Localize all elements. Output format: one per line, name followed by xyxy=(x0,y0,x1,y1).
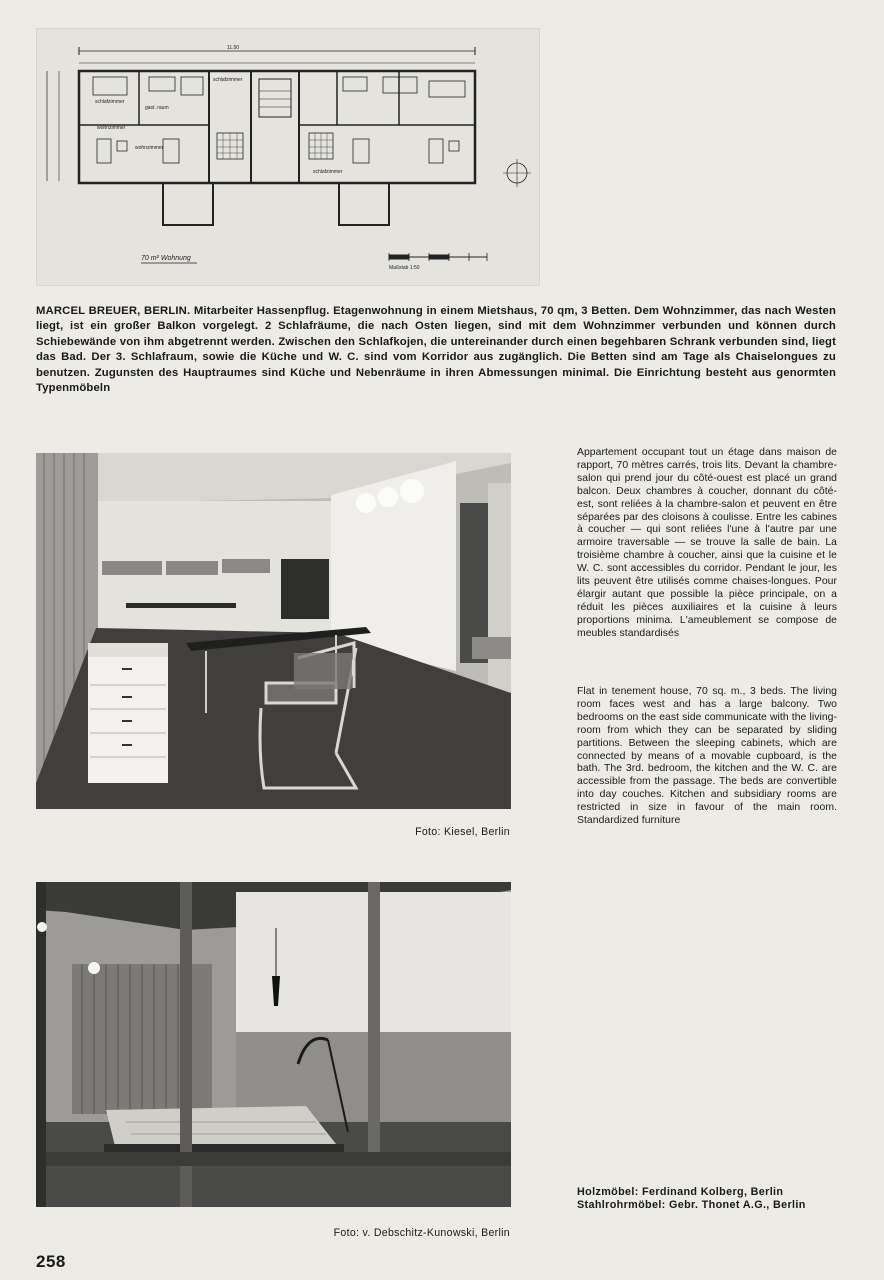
supplier-wood: Holzmöbel: Ferdinand Kolberg, Berlin xyxy=(577,1186,784,1198)
plan-scale-label: Maßstab 1:50 xyxy=(389,265,420,271)
plan-room-label: wohnzimmer xyxy=(135,145,164,151)
caption-lead: MARCEL BREUER, BERLIN. xyxy=(36,305,191,317)
plan-title-label: 70 m² Wohnung xyxy=(141,255,191,262)
photo-bedroom xyxy=(36,882,511,1207)
floor-plan-drawing xyxy=(36,28,540,286)
plan-dimension-top: 11.50 xyxy=(226,45,240,51)
photo1-credit: Foto: Kiesel, Berlin xyxy=(415,826,510,838)
suppliers-block xyxy=(577,1186,837,1212)
supplier-steel: Stahlrohrmöbel: Gebr. Thonet A.G., Berlin xyxy=(577,1199,806,1212)
caption-german xyxy=(36,304,836,396)
plan-room-label: gast. raum xyxy=(145,105,169,111)
text-english: Flat in tenement house, 70 sq. m., 3 beds. The living room faces west and has a large balcony. Two bedrooms on the east side communicate with the living-room from which they can be separated by sliding partitions. Between the sleeping cabinets, which are connected by means of a movable cupboard, is the bath. The 3rd. bedroom, the kitchen and the W. C. are accessible from the passage. The beds are convertible into day couches. Kitchen and subsidiary rooms are restricted in size in favour of the main room. Standardized furniture xyxy=(577,686,837,827)
text-french: Appartement occupant tout un étage dans maison de rapport, 70 mètres carrés, trois lits. Devant la chambre-salon qui prend jour du côté-ouest est placé un grand balcon. Deux chambres à coucher, donnant du côté-est, sont reliées à la chambre-salon et peuvent en être séparées par des cloisons à coulisse. Entre les cabines à coucher — qui sont reliées l'une à l'autre par une armoire traversable — se trouve la salle de bain. La troisième chambre à coucher, ainsi que la cuisine et le W. C. sont accessibles du corridor. Pendant le jour, les lits peuvent être utilisés comme chaises-longues. Pour élargir autant que possible la pièce principale, on a réduit les pièces auxiliaires et la cuisine à leurs proportions minima. L'ameublement se compose de meubles standardisés xyxy=(577,447,837,639)
plan-room-label: schlafzimmer xyxy=(95,99,125,105)
plan-room-label: schlafzimmer xyxy=(313,169,343,175)
photo-living-room xyxy=(36,453,511,809)
floor-plan-svg xyxy=(37,29,539,285)
plan-room-label: schlafzimmer xyxy=(213,77,243,83)
plan-room-label: wohnzimmer xyxy=(97,125,126,131)
photo2-credit: Foto: v. Debschitz-Kunowski, Berlin xyxy=(333,1227,510,1239)
caption-body: Mitarbeiter Hassenpflug. Etagenwohnung in einem Mietshaus, 70 qm, 3 Betten. Dem Wohnzimmer, das nach Westen liegt, ist ein großer Balkon vorgelegt. 2 Schlafräume, die nach Osten liegen, sind mit dem Wohnzimmer verbunden und können durch Schiebewände von ihm abgetrennt werden. Zwischen den Schlafkojen, die untereinander durch einen begehbaren Schrank verbunden sind, liegt das Bad. Der 3. Schlafraum, sowie die Küche und W. C. sind vom Korridor aus zugänglich. Die Betten sind am Tage als Chaiselongues zu benutzen. Zugunsten des Hauptraumes sind Küche und Nebenräume in ihren Abmessungen minimal. Die Einrichtung besteht aus genormten Typenmöbeln xyxy=(36,305,836,395)
page-number: 258 xyxy=(36,1252,66,1271)
